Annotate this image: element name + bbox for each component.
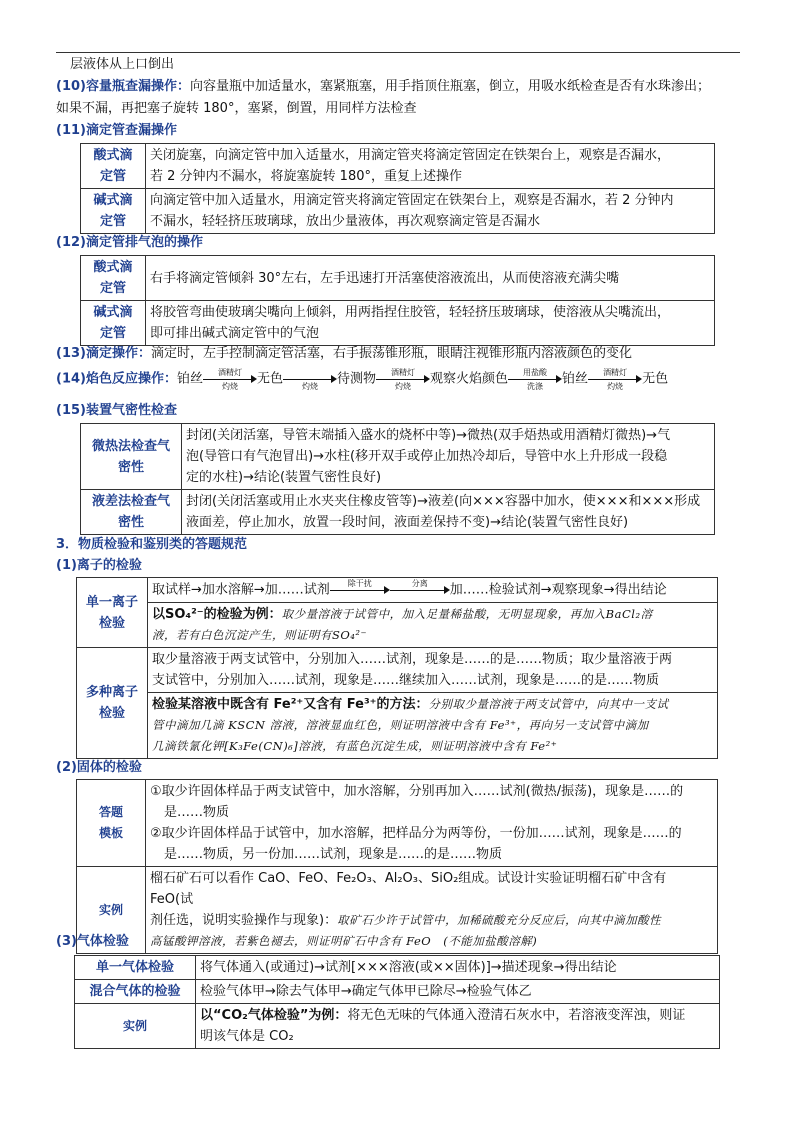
flame-arrow-4: 用盐酸 洗涤 — [508, 368, 562, 390]
gas-test-table — [74, 955, 720, 1049]
ion-test-table — [76, 577, 718, 759]
row-content: 取少量溶液于两支试管中，分别加入……试剂，现象是……的是……物质；取少量溶液于两 支试管中，分别加入……试剂，现象是……继续加入……试剂，现象是……的是……物质 — [148, 648, 718, 693]
section-15-table — [80, 423, 715, 535]
table-row — [75, 1004, 720, 1049]
flame-step-4: 观察火焰颜色 — [430, 371, 509, 387]
section-11-heading: (11)滴定管查漏操作 — [56, 123, 177, 138]
section-10-heading: (10)容量瓶查漏操作： — [56, 79, 190, 94]
row-content: 检验某溶液中既含有 Fe²⁺又含有 Fe³⁺的方法：分别取少量溶液于两支试管中，向其中一支试 管中滴加几滴 KSCN 溶液，溶液显血红色，则证明溶液中含有 Fe³⁺，再向另一支试管中滴加 几滴铁氰化钾[K₃Fe(CN)₆]溶液，有蓝色沉淀生成，则证明溶液中含有 Fe²⁺ — [148, 693, 718, 759]
row-label: 单一气体检验 — [75, 956, 196, 980]
section-11-table — [80, 143, 715, 234]
row-content: 榴石矿石可以看作 CaO、FeO、Fe₂O₃、Al₂O₃、SiO₂组成。试设计实验证明榴石矿中含有 FeO(试 剂任选，说明实验操作与现象)：取矿石少许于试管中，加稀硫酸充分反应后，向其中滴加酸性 高锰酸钾溶液，若紫色褪去，则证明矿石中含有 FeO (不能加盐酸溶解) — [146, 867, 718, 954]
row-label: 单一离子 检验 — [77, 578, 148, 648]
row-content: 将胶管弯曲使玻璃尖嘴向上倾斜，用两指捏住胶管，轻轻挤压玻璃球，使溶液从尖嘴流出， 即可排出碱式滴定管中的气泡 — [146, 301, 715, 346]
flame-step-5: 铂丝 — [562, 371, 589, 387]
flame-arrow-5: 酒精灯 灼烧 — [588, 368, 642, 390]
table-row — [77, 603, 718, 648]
row-label: 微热法检查气 密性 — [81, 424, 182, 490]
section-14-heading: (14)焰色反应操作： — [56, 371, 177, 387]
row-label: 实例 — [75, 1004, 196, 1049]
table-row — [81, 256, 715, 301]
flame-arrow-3: 酒精灯 灼烧 — [376, 368, 430, 390]
row-content: 检验气体甲→除去气体甲→确定气体甲已除尽→检验气体乙 — [196, 980, 720, 1004]
flame-step-6: 无色 — [642, 371, 669, 387]
table-row — [77, 578, 718, 603]
solid-test-table — [76, 779, 718, 954]
row-label: 碱式滴 定管 — [81, 301, 146, 346]
section-13-body: 滴定时，左手控制滴定管活塞，右手振荡锥形瓶，眼睛注视锥形瓶内溶液颜色的变化 — [150, 346, 632, 361]
section-15-heading: (15)装置气密性检查 — [56, 403, 177, 418]
table-row — [77, 780, 718, 867]
section-13-heading: (13)滴定操作： — [56, 346, 151, 361]
flame-step-1: 铂丝 — [176, 371, 203, 387]
row-content: 封闭(关闭活塞或用止水夹夹住橡皮管等)→液差(向×××容器中加水，使×××和×××形成 液面差，停止加水，放置一段时间，液面差保持不变)→结论(装置气密性良好) — [182, 490, 715, 535]
row-label: 酸式滴 定管 — [81, 256, 146, 301]
row-label: 液差法检查气 密性 — [81, 490, 182, 535]
row-content: 向滴定管中加入适量水，用滴定管夹将滴定管固定在铁架台上，观察是否漏水，若 2 分钟内 不漏水，轻轻挤压玻璃球，放出少量液体，再次观察滴定管是否漏水 — [146, 189, 715, 234]
row-content: ①取少许固体样品于两支试管中，加水溶解，分别再加入……试剂(微热/振荡)，现象是……的 是……物质 ②取少许固体样品于试管中，加水溶解，把样品分为两等份，一份加……试剂，现象是……的 是……物质，另一份加……试剂，现象是……的是……物质 — [146, 780, 718, 867]
table-row — [81, 189, 715, 234]
section-10-body-2: 如果不漏，再把塞子旋转 180°，塞紧，倒置，用同样方法检查 — [56, 101, 417, 116]
table-row — [81, 144, 715, 189]
header-rule — [56, 52, 740, 53]
row-label: 混合气体的检验 — [75, 980, 196, 1004]
section-14 — [56, 368, 668, 391]
flame-step-3: 待测物 — [337, 371, 377, 387]
section-3-3-heading: (3)气体检验 — [56, 934, 129, 949]
section-10 — [56, 76, 710, 98]
row-label: 实例 — [77, 867, 146, 954]
table-row — [81, 490, 715, 535]
table-row — [77, 693, 718, 759]
table-row — [81, 424, 715, 490]
row-content: 将气体通入(或通过)→试剂[×××溶液(或××固体)]→描述现象→得出结论 — [196, 956, 720, 980]
row-label: 答题 模板 — [77, 780, 146, 867]
flame-arrow-2: 灼烧 — [283, 368, 337, 390]
section-3-heading: 3．物质检验和鉴别类的答题规范 — [56, 537, 248, 552]
table-row — [81, 301, 715, 346]
row-content: 关闭旋塞，向滴定管中加入适量水，用滴定管夹将滴定管固定在铁架台上，观察是否漏水， 若 2 分钟内不漏水，将旋塞旋转 180°，重复上述操作 — [146, 144, 715, 189]
row-label: 多种离子 检验 — [77, 648, 148, 759]
top-fragment: 层液体从上口倒出 — [70, 57, 175, 72]
row-label: 碱式滴 定管 — [81, 189, 146, 234]
row-label: 酸式滴 定管 — [81, 144, 146, 189]
table-row — [75, 980, 720, 1004]
section-13 — [56, 343, 632, 365]
table-row — [75, 956, 720, 980]
flame-arrow-1: 酒精灯 灼烧 — [203, 368, 257, 390]
section-3-2-heading: (2)固体的检验 — [56, 760, 142, 775]
row-content: 取试样→加水溶解→加……试剂 除干扰 分离 加……检验试剂→观察现象→得出结论 — [148, 578, 718, 603]
table-row — [77, 867, 718, 954]
section-3-1-heading: (1)离子的检验 — [56, 558, 142, 573]
section-12-table — [80, 255, 715, 346]
flame-step-2: 无色 — [257, 371, 284, 387]
section-12-heading: (12)滴定管排气泡的操作 — [56, 235, 203, 250]
row-content: 以“CO₂气体检验”为例：将无色无味的气体通入澄清石灰水中，若溶液变浑浊，则证 明该气体是 CO₂ — [196, 1004, 720, 1049]
table-row — [77, 648, 718, 693]
row-content: 右手将滴定管倾斜 30°左右，左手迅速打开活塞使溶液流出，从而使溶液充满尖嘴 — [146, 256, 715, 301]
section-10-body: 向容量瓶中加适量水，塞紧瓶塞，用手指顶住瓶塞，倒立，用吸水纸检查是否有水珠渗出； — [189, 79, 710, 94]
row-content: 以SO₄²⁻的检验为例：取少量溶液于试管中，加入足量稀盐酸，无明显现象，再加入BaCl₂溶 液，若有白色沉淀产生，则证明有SO₄²⁻ — [148, 603, 718, 648]
row-content: 封闭(关闭活塞，导管末端插入盛水的烧杯中等)→微热(双手焐热或用酒精灯微热)→气 泡(导管口有气泡冒出)→水柱(移开双手或停止加热冷却后，导管中水上升形成一段稳 定的水柱)→结论(装置气密性良好) — [182, 424, 715, 490]
